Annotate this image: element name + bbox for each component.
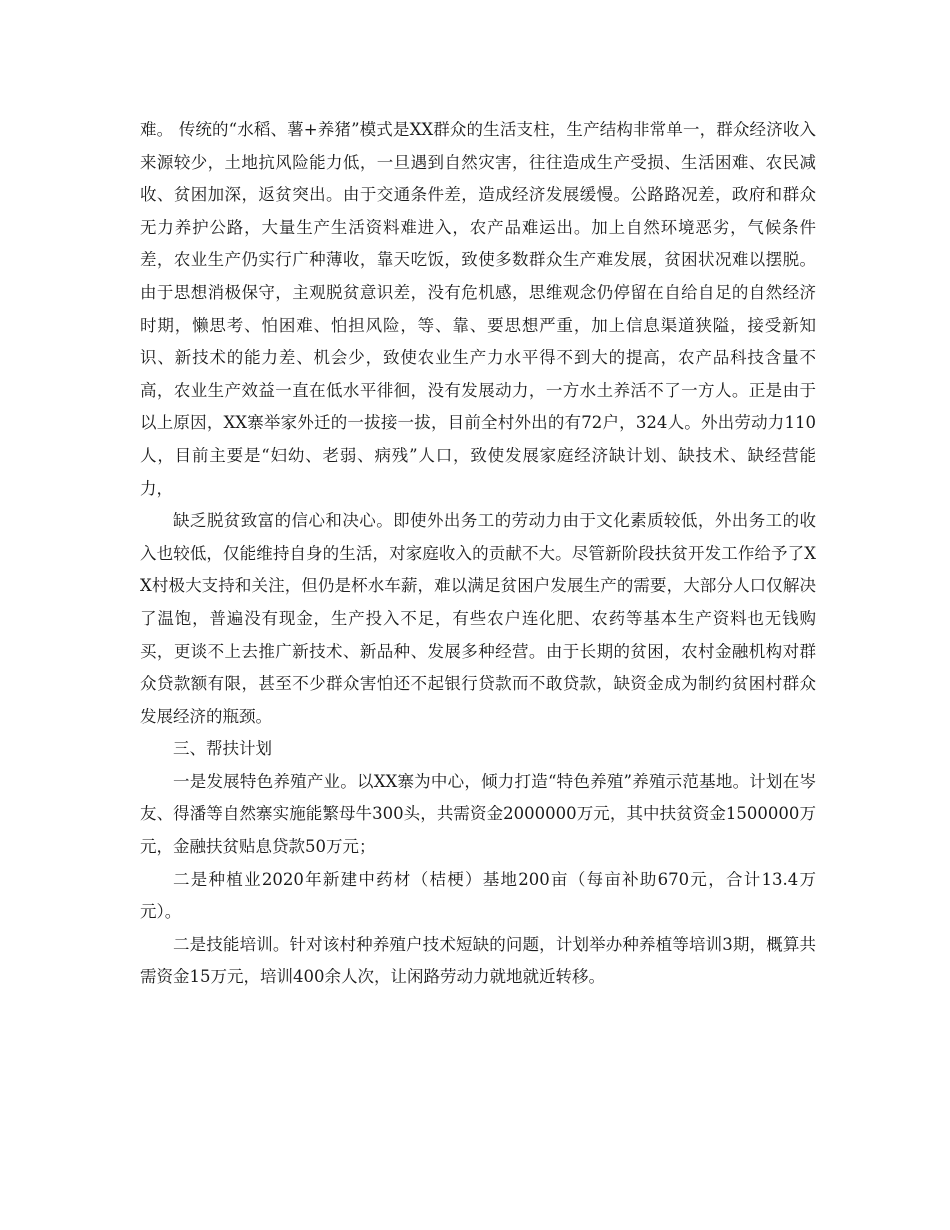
body-paragraph-continued: 难。 传统的“水稻、薯+养猪”模式是XX群众的生活支柱，生产结构非常单一，群众经济收入来源较少，土地抗风险能力低，一旦遇到自然灾害，往往造成生产受损、生活困难、农民减收、贫困加深，返贫突出。由于交通条件差，造成经济发展缓慢。公路路况差，政府和群众无力养护公路，大量生产生活资料难进入，农产品难运出。加上自然环境恶劣，气候条件差，农业生产仍实行广种薄收，靠天吃饭，致使多数群众生产难发展，贫困状况难以摆脱。由于思想消极保守，主观脱贫意识差，没有危机感，思维观念仍停留在自给自足的自然经济时期，懒思考、怕困难、怕担风险，等、靠、要思想严重，加上信息渠道狭隘，接受新知识、新技术的能力差、机会少，致使农业生产力水平得不到大的提高，农产品科技含量不高，农业生产效益一直在低水平徘徊，没有发展动力，一方水土养活不了一方人。正是由于以上原因，XX寨举家外迁的一拔接一拔，目前全村外出的有72户，324人。外出劳动力110人，目前主要是“妇幼、老弱、病残”人口，致使发展家庭经济缺计划、缺技术、缺经营能力， <box>140 120 816 498</box>
body-paragraph: 二是技能培训。针对该村种养殖户技术短缺的问题，计划举办种养植等培训3期，概算共需资金15万元，培训400余人次，让闲路劳动力就地就近转移。 <box>140 934 816 987</box>
section-heading: 三、帮扶计划 <box>173 739 272 759</box>
body-paragraph: 缺乏脱贫致富的信心和决心。即使外出务工的劳动力由于文化素质较低，外出务工的收入也较低，仅能维持自身的生活，对家庭收入的贡献不大。尽管新阶段扶贫开发工作给予了XX村极大支持和关注，但仍是杯水车薪，难以满足贫困户发展生产的需要，大部分人口仅解决了温饱，普遍没有现金，生产投入不足，有些农户连化肥、农药等基本生产资料也无钱购买，更谈不上去推广新技术、新品种、发展多种经营。由于长期的贫困，农村金融机构对群众贷款额有限，甚至不少群众害怕还不起银行贷款而不敢贷款，缺资金成为制约贫困村群众发展经济的瓶颈。 <box>140 511 816 726</box>
document-page <box>140 114 816 994</box>
body-paragraph: 二是种植业2020年新建中药材（桔梗）基地200亩（每亩补助670元，合计13.4万元）。 <box>140 869 816 922</box>
body-paragraph: 一是发展特色养殖产业。以XX寨为中心，倾力打造“特色养殖”养殖示范基地。计划在岑友、得潘等自然寨实施能繁母牛300头，共需资金2000000万元，其中扶贫资金1500000万元，金融扶贫贴息贷款50万元； <box>140 771 816 857</box>
